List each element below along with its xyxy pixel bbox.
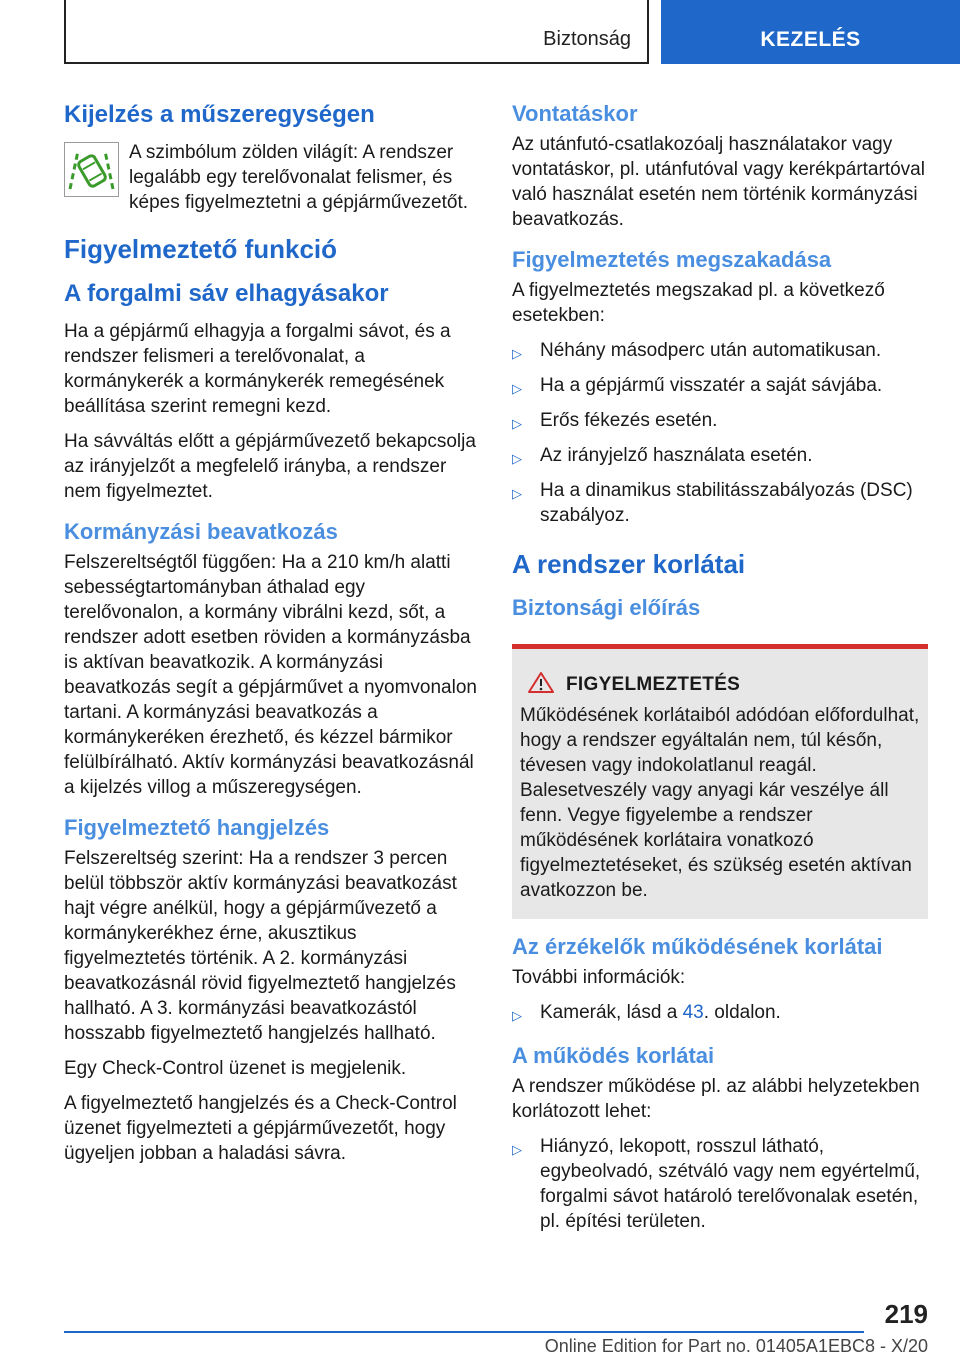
heading-towing: Vontatáskor [512,101,638,126]
page-reference-link[interactable]: 43 [682,1002,704,1023]
warning-triangle-icon [528,671,554,699]
list-item: ▷ Erős fékezés esetén. [512,408,928,436]
paragraph-interrupt: A figyelmeztetés megszakad pl. a következő esetekben: [512,280,885,326]
paragraph-acoustic-1: Felszereltség szerint: Ha a rendszer 3 percen belül többször aktív kormányzási beavatkozást hajt végre anélkül, hogy a gépjárművezető a kormánykerékhez érne, akusztikus figyelmeztetés történik. A 2. kormányzási beavatkozásnál rövid figyelmeztető hangjelzés hallható. A 3. kormányzási beavatkozástól hosszabb figyelmeztető hangjelzés hallható. [64,848,457,1044]
heading-lane-leave: A forgalmi sáv elhagyásakor [64,280,389,307]
footer-divider [64,1331,864,1333]
triangle-right-icon: ▷ [512,1008,522,1023]
section-title: Biztonság [543,28,631,50]
triangle-right-icon: ▷ [512,1142,522,1157]
footer-edition: Online Edition for Part no. 01405A1EBC8 - X/20 [544,1336,928,1356]
interrupt-list [512,338,928,528]
sensor-list [512,1000,928,1028]
triangle-right-icon: ▷ [512,346,522,361]
heading-safety: Biztonsági előírás [512,595,701,620]
triangle-right-icon: ▷ [512,451,522,466]
triangle-right-icon: ▷ [512,416,522,431]
paragraph-steering: Felszereltségtől függően: Ha a 210 km/h alatti sebességtartományban áthalad egy terelővonalon, a kormány vibrálni kezd, sőt, a rendszer adott esetben röviden a kormányzásba is aktívan beavatkozik. A kormányzási beavatkozás segít a gépjárművet a nyomvonalon tartani. A kormányzási beavatkozás a kormánykeréken érezhető, és kézzel bármikor felülbírálható. Aktív kormányzási beavatkozásnál a kijelzés villog a műszeregységen. [64,552,477,798]
paragraph-acoustic-2: Egy Check-Control üzenet is megjelenik. [64,1058,407,1079]
paragraph-acoustic-3: A figyelmeztető hangjelzés és a Check-Control üzenet figyelmezteti a gépjárművezetőt, hogy ügyeljen jobban a haladási sávra. [64,1093,457,1164]
heading-sensors: Az érzékelők működésének korlátai [512,934,883,959]
list-item: ▷ Az irányjelző használata esetén. [512,443,928,471]
warning-text: Működésének korlátaiból adódóan előfordulhat, hogy a rendszer egyáltalán nem, túl későn, tévesen vagy indokolatlanul reagál. Balesetveszély vagy anyagi kár veszélye áll fenn. Vegye figyelembe a rendszer működésének korlátaira vonatkozó figyelmeztetéseket, és szükség esetén aktívan avatkozzon be. [520,705,920,901]
list-item: ▷ Néhány másodperc után automatikusan. [512,338,928,366]
chapter-tab[interactable] [661,0,960,64]
heading-steering: Kormányzási beavatkozás [64,519,338,544]
paragraph-towing: Az utánfutó-csatlakozóalj használatakor vagy vontatáskor, pl. utánfutóval vagy kerékpártartóval való használat esetén nem történik kormányzási beavatkozás. [512,134,925,230]
left-column [64,100,478,1176]
chapter-tab-label: KEZELÉS [760,28,861,51]
list-item: ▷ Ha a gépjármű visszatér a saját sávjába. [512,373,928,401]
warning-box [512,644,928,919]
function-limit-list [512,1134,928,1234]
heading-display: Kijelzés a műszeregységen [64,101,375,128]
heading-function-limits: A működés korlátai [512,1043,715,1068]
page-number: 219 [884,1299,928,1329]
paragraph-function-limits: A rendszer működése pl. az alábbi helyzetekben korlátozott lehet: [512,1076,920,1122]
triangle-right-icon: ▷ [512,381,522,396]
warning-header [528,671,920,699]
warning-title: FIGYELMEZTETÉS [566,674,741,695]
paragraph-lane-1: Ha a gépjármű elhagyja a forgalmi sávot, és a rendszer felismeri a terelővonalat, a kormánykerék a kormánykerék remegésének beállítása szerint remegni kezd. [64,321,451,417]
lane-departure-warning-icon [64,142,119,197]
heading-interrupt: Figyelmeztetés megszakadása [512,247,832,272]
symbol-row [64,140,478,215]
list-item: ▷ Hiányzó, lekopott, rosszul látható, egybeolvadó, szétváló vagy nem egyértelmű, forgalmi sávot határoló terelővonalak esetén, pl. építési területen. [512,1136,921,1232]
paragraph-sensors: További információk: [512,967,686,988]
heading-acoustic: Figyelmeztető hangjelzés [64,815,330,840]
header-section-box [64,0,649,64]
paragraph-lane-2: Ha sávváltás előtt a gépjárművezető bekapcsolja az irányjelzőt a megfelelő irányba, a rendszer nem figyelmeztet. [64,431,476,502]
heading-warning-function: Figyelmeztető funkció [64,234,338,264]
symbol-description: A szimbólum zölden világít: A rendszer legalább egy terelővonalat felismer, és képes figyelmeztetni a gépjárművezetőt. [129,142,469,213]
list-item: ▷ Ha a dinamikus stabilitásszabályozás (DSC) szabályoz. [512,480,913,526]
triangle-right-icon: ▷ [512,486,522,501]
right-column [512,100,928,1242]
list-item: ▷ Kamerák, lásd a 43. oldalon. [512,1000,928,1028]
heading-limits: A rendszer korlátai [512,549,746,579]
